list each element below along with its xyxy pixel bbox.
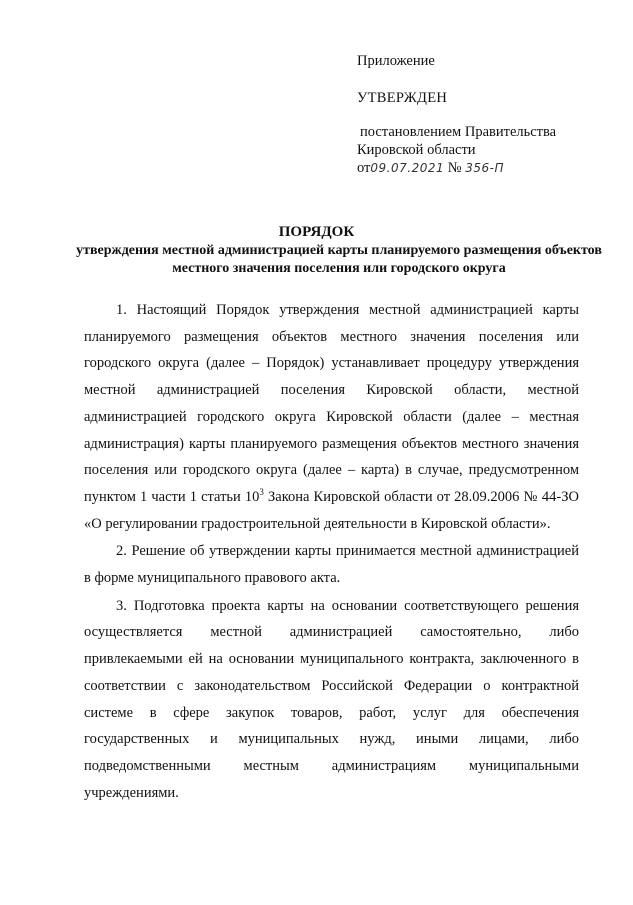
paragraph-1-text-end: Закона Кировской области от 28.09.2006 № 44-ЗО «О регулировании градостроительной деятельности в Кировской области». [84,488,579,532]
resolution-line-1: постановлением Правительства [360,124,557,140]
paragraph-1-text: 1. Настоящий Порядок утверждения местной администрацией карты планируемого размещения объектов местного значения поселения или городского округа (далее – Порядок) устанавливает процедуру утверждения местной администрацией поселения Кировской области, местной администрацией городского округа Кировской области (далее – местная администрация) карты планируемого размещения объектов местного значения поселения или городского округа (далее – карта) в случае, предусмотренном пунктом 1 части 1 статьи 10 [84,302,579,505]
appendix-label: Приложение [357,53,435,69]
document-title: ПОРЯДОК [278,224,355,240]
approval-block [357,52,556,177]
approved-label: УТВЕРЖДЕН [357,90,448,106]
resolution-line-2: Кировской области [357,142,476,158]
article-superscript: 3 [259,486,264,497]
date-number-line [357,159,556,177]
handwritten-date: 09.07.2021 [370,161,445,175]
document-body [84,297,579,806]
handwritten-number: 356-П [465,161,504,175]
paragraph-3: 3. Подготовка проекта карты на основании соответствующего решения осуществляется местной администрацией самостоятельно, либо привлекаемыми ей на основании муниципального контракта, заключенного в соответствии с законодательством Российской Федерации о контрактной системе в сфере закупок товаров, работ, услуг для обеспечения государственных и муниципальных нужд, иными лицами, либо подведомственными местным администрациям муниципальными учреждениями. [84,597,579,801]
paragraph-2: 2. Решение об утверждении карты принимается местной администрацией в форме муниципального правового акта. [84,543,579,587]
document-subtitle: утверждения местной администрацией карты планируемого размещения объектов местного значения поселения или городского округа [76,243,602,276]
paragraph-1 [84,297,579,537]
number-prefix: № [447,160,462,176]
date-prefix: от [357,160,371,176]
